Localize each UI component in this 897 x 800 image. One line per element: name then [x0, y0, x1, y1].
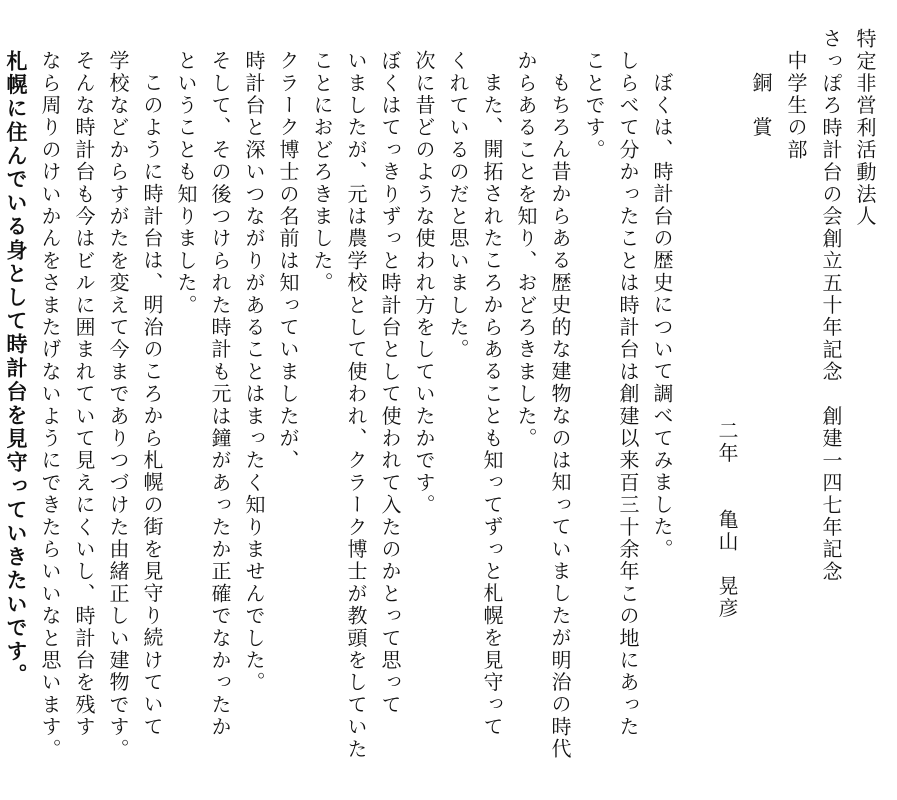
- essay-line: なら周りのけいかんをさまたげないようにできたらいいなと思います。: [38, 50, 62, 761]
- essay-line: からあることを知り、おどろきました。: [514, 50, 538, 450]
- essay-line: もちろん昔からある歴史的な建物なのは知っていましたが明治の時代: [548, 72, 572, 761]
- author-line: 二年 亀山 晃彦: [715, 420, 739, 620]
- essay-line: クラーク博士の名前は知っていましたが、: [276, 50, 300, 472]
- document-title: さっぽろ時計台の会創立五十年記念 創建一四七年記念: [819, 28, 843, 583]
- award-label: 銅 賞: [749, 72, 773, 139]
- essay-line: 学校などからすがたを変えて今までありつづけた由緒正しい建物です。: [106, 50, 130, 761]
- category-label: 中学生の部: [784, 50, 808, 161]
- essay-line: しらべて分かったことは時計台は創建以来百三十余年この地にあった: [616, 50, 640, 739]
- essay-line: いましたが、元は農学校として使われ、クラーク博士が教頭をしていた: [344, 50, 368, 761]
- essay-conclusion: 札幌に住んでいる身として時計台を見守っていきたいです。: [4, 50, 29, 688]
- organization-name: 特定非営利活動法人: [853, 28, 877, 228]
- essay-line: また、開拓されたころからあることも知ってずっと札幌を見守って: [480, 72, 504, 738]
- essay-line: くれているのだと思いました。: [446, 50, 470, 361]
- essay-line: 時計台と深いつながりがあることはまったく知りませんでした。: [242, 50, 266, 694]
- essay-line: ことにおどろきました。: [310, 50, 334, 295]
- essay-line: ことです。: [582, 50, 606, 161]
- essay-line: 次に昔どのような使われ方をしていたかです。: [412, 50, 436, 517]
- essay-line: ぼくはてっきりずっと時計台として使われて入たのかとって思って: [378, 50, 402, 716]
- essay-line: ぼくは、時計台の歴史について調べてみました。: [650, 72, 674, 561]
- essay-line: ということも知りました。: [174, 50, 198, 317]
- essay-line: そして、その後つけられた時計も元は鐘があったか正確でなかったか: [208, 50, 232, 739]
- essay-line: そんな時計台も今はビルに囲まれていて見えにくいし、時計台を残す: [72, 50, 96, 739]
- essay-line: このように時計台は、明治のころから札幌の街を見守り続けていて: [140, 72, 164, 738]
